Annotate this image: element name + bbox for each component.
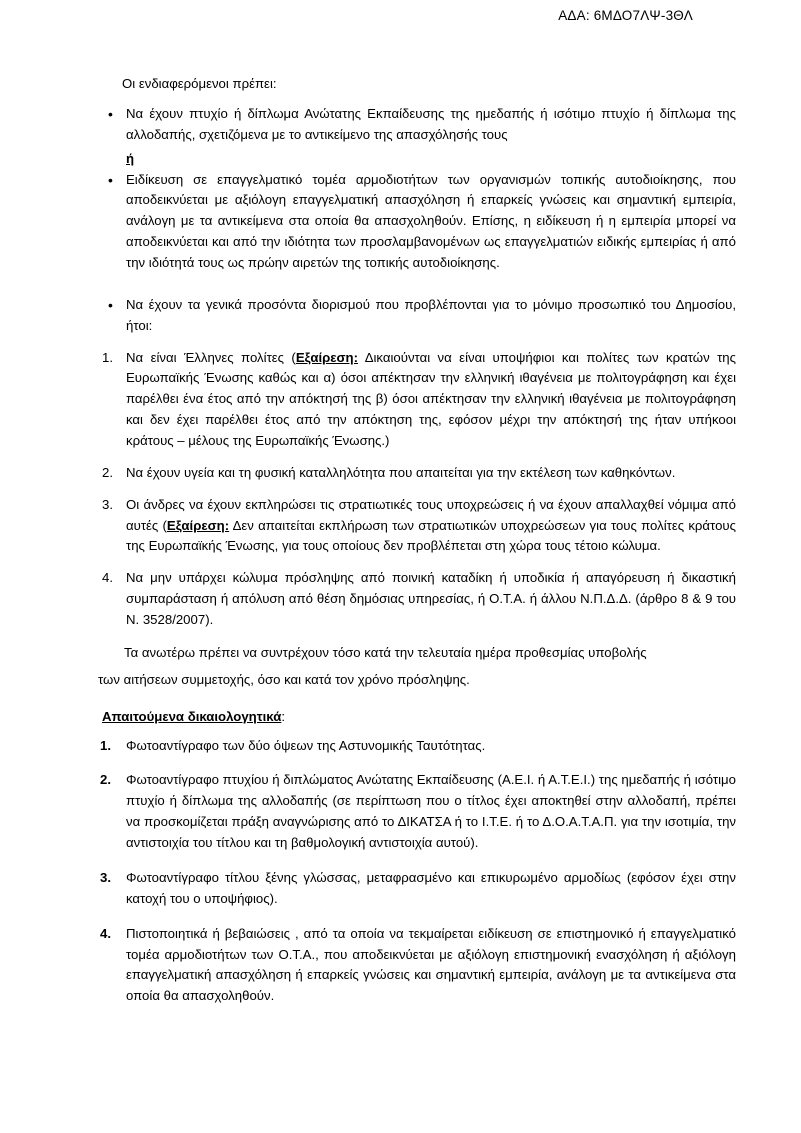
or-separator-label: ή: [126, 150, 135, 166]
list-item: • Ειδίκευση σε επαγγελματικό τομέα αρμοδιοτήτων των οργανισμών τοπικής αυτοδιοίκησης, που αποδεικνύεται με αξιόλογη επαγγελματική απασχόληση ή επαρκείς γνώσεις και σημαντική εμπειρία, ανάλογη με τα αντικείμενα στα οποία θα απασχοληθούν. Επίσης, η ειδίκευση ή η εμπειρία μπορεί να αποδεικνύεται και από την ιδιότητα των προσλαμβανομένων ως επαγγελματιών ειδικής εμπειρίας ή από την ιδιότητά τους ως πρώην αιρετών της τοπικής αυτοδιοίκησης.: [96, 170, 736, 274]
list-item: Πιστοποιητικά ή βεβαιώσεις , από τα οποία να τεκμαίρεται ειδίκευση σε επιστημονικό ή επαγγελματικό τομέα αρμοδιοτήτων των Ο.Τ.Α., που αποδεικνύεται με αξιόλογη επιστημονική ενασχόληση ή αξιόλογη επαγγελματική απασχόληση ή επαρκείς γνώσεις και σημαντική εμπειρία, ανάλογη με τα αντικείμενα στα οποία θα απασχοληθούν.: [126, 925, 736, 1004]
requirements-bullet-list-3: [96, 295, 736, 337]
document-body: [96, 74, 736, 1021]
required-documents-list: [96, 736, 736, 1007]
ada-code-header: ΑΔΑ: 6ΜΔΟ7ΛΨ-3ΘΛ: [558, 8, 693, 23]
qualification-text-prefix: Οι άνδρες να έχουν εκπληρώσει τις στρατιωτικές τους υποχρεώσεις ή να έχουν απαλλαχθεί νόμιμα από αυτές (: [126, 496, 736, 533]
required-documents-heading: [102, 709, 736, 724]
qualification-text-prefix: Να έχουν υγεία και τη φυσική καταλληλότητα που απαιτείται για την εκτέλεση των καθηκόντων.: [126, 464, 676, 480]
closing-paragraph-1: Τα ανωτέρω πρέπει να συντρέχουν τόσο κατά την τελευταία ημέρα προθεσμίας υποβολής: [124, 644, 647, 660]
general-qualifications-list: [96, 348, 736, 631]
requirements-bullet-list: [96, 104, 736, 146]
list-item: • Να έχουν πτυχίο ή δίπλωμα Ανώτατης Εκπαίδευσης της ημεδαπής ή ισότιμο πτυχίο ή δίπλωμα της αλλοδαπής, σχετιζόμενα με το αντικείμενο της απασχόλησής τους: [96, 104, 736, 146]
qualification-text-suffix: Δικαιούνται να είναι υποψήφιοι και πολίτες των κρατών της Ευρωπαϊκής Ένωσης καθώς και α) όσοι απέκτησαν την ελληνική ιθαγένεια με πολιτογράφηση και έχει παρέλθει ένα έτος από την απόκτησή της β) όσοι απέκτησαν την ελληνική ιθαγένεια με πολιτογράφηση και δεν έχει παρέλθει έτος από την απόκτηση της, εφόσον μέχρι την απόκτησή της ήταν υπήκοοι κράτους – μέλους της Ευρωπαϊκής Ένωσης.): [126, 349, 736, 449]
requirements-bullet-list-2: [96, 170, 736, 274]
qualification-text-prefix: Να είναι Έλληνες πολίτες (: [126, 349, 296, 365]
closing-paragraph-2: των αιτήσεων συμμετοχής, όσο και κατά τον χρόνο πρόσληψης.: [98, 671, 470, 687]
qualification-text-suffix: Δεν απαιτείται εκπλήρωση των στρατιωτικών υποχρεώσεων για τους πολίτες κράτους της Ευρωπαϊκής Ένωσης, για τους οποίους δεν προβλέπεται στη χώρα τους τέτοιο κώλυμα.: [126, 517, 736, 554]
list-item: Φωτοαντίγραφο τίτλου ξένης γλώσσας, μεταφρασμένο και επικυρωμένο αρμοδίως (εφόσον έχει στην κατοχή του ο υποψήφιος).: [126, 869, 736, 906]
qualification-emphasis: Εξαίρεση:: [166, 517, 230, 533]
list-item: [96, 568, 736, 631]
required-documents-heading-text: Απαιτούμενα δικαιολογητικά: [102, 708, 282, 724]
list-item: [96, 463, 736, 484]
list-item: • Να έχουν τα γενικά προσόντα διορισμού που προβλέπονται για το μόνιμο προσωπικό του Δημοσίου, ήτοι:: [96, 295, 736, 337]
required-documents-heading-suffix: :: [281, 708, 285, 724]
list-item: Φωτοαντίγραφο των δύο όψεων της Αστυνομικής Ταυτότητας.: [126, 737, 486, 753]
qualification-emphasis: Εξαίρεση:: [295, 349, 358, 365]
list-item: Φωτοαντίγραφο πτυχίου ή διπλώματος Ανώτατης Εκπαίδευσης (Α.Ε.Ι. ή Α.Τ.Ε.Ι.) της ημεδαπής ή ισότιμο πτυχίο ή δίπλωμα της αλλοδαπής (σε περίπτωση που ο τίτλος έχει αποκτηθεί στην αλλοδαπή, πρέπει να προσκομίζεται πράξη αναγνώρισης από το ΔΙΚΑΤΣΑ ή το Ι.Τ.Ε. ή το Δ.Ο.Α.Τ.Α.Π. για την ισοτιμία, την αντιστοιχία του τίτλου και τη βαθμολογική αντιστοιχία αυτού).: [126, 772, 736, 851]
qualification-text-prefix: Να μην υπάρχει κώλυμα πρόσληψης από ποινική καταδίκη ή υποδικία ή απαγόρευση ή δικαστική συμπαράσταση ή απόλυση από θέση δημόσιας υπηρεσίας, ή Ο.Τ.Α. ή άλλου Ν.Π.Δ.Δ. (άρθρο 8 & 9 του Ν. 3528/2007).: [126, 570, 736, 628]
list-item: [96, 495, 736, 558]
intro-paragraph: Οι ενδιαφερόμενοι πρέπει:: [122, 76, 277, 91]
list-item: [96, 348, 736, 452]
